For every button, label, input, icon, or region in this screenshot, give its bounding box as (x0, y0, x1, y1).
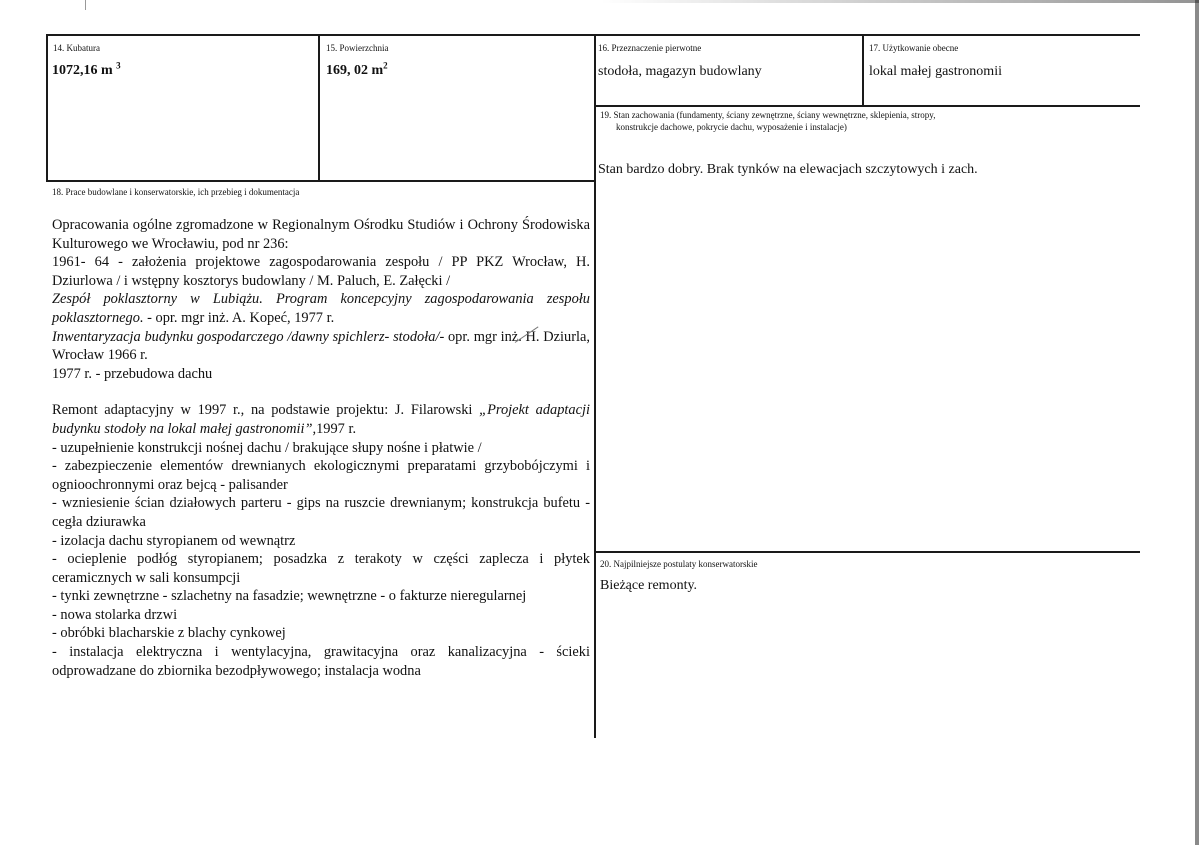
scan-edge-top (600, 0, 1199, 3)
field18-item: - ocieplenie podłóg styropianem; posadzka z terakoty w części zaplecza i płytek ceramicznych w sali konsumpcji (52, 551, 590, 586)
field18-entry-program-author: - opr. mgr inż. A. Kopeć, 1977 r. (143, 309, 335, 326)
col-separator-14-15 (318, 34, 320, 182)
field18-body (52, 216, 590, 680)
field15-number: 169, 02 m (326, 63, 384, 78)
field18-remont-title: „Projekt adaptacji budynku stodoły na lokal małej gastronomii”, (52, 402, 590, 437)
field18-entry-1977: 1977 r. - przebudowa dachu (52, 365, 213, 382)
field18-item: - izolacja dachu styropianem od wewnątrz (52, 532, 296, 549)
field18-intro: Opracowania ogólne zgromadzone w Regionalnym Ośrodku Studiów i Ochrony Środowiska Kulturowego we Wrocławiu, pod nr 236: (52, 217, 590, 252)
field18-caption: 18. Prace budowlane i konserwatorskie, ich przebieg i dokumentacja (52, 187, 300, 197)
field14-value (52, 60, 121, 79)
field18-entry-program (52, 290, 590, 327)
field18-item: - tynki zewnętrzne - szlachetny na fasadzie; wewnętrzne - o fakturze nieregularnej (52, 588, 527, 605)
field18-entry-inventory (52, 328, 590, 365)
field18-item: - zabezpieczenie elementów drewnianych ekologicznymi preparatami grzybobójczymi i ognioochronnymi oraz bejcą - palisander (52, 458, 590, 493)
field19-caption-line1: 19. Stan zachowania (fundamenty, ściany zewnętrzne, ściany wewnętrzne, sklepienia, stropy, (600, 110, 936, 120)
col-separator-16-17 (862, 34, 864, 106)
field18-entry-inventory-author: opr. mgr inż. H. Dziurla, Wrocław 1966 r. (52, 328, 591, 364)
field18-item: - nowa stolarka drzwi (52, 606, 178, 623)
field18-remont-year: 1997 r. (316, 420, 357, 437)
field20-top-line (594, 551, 1140, 553)
scan-mark (85, 0, 86, 10)
top-border-line (46, 34, 1140, 36)
field17-value: lokal małej gastronomii (869, 64, 1002, 79)
field15-caption: 15. Powierzchnia (326, 43, 389, 53)
field18-entry-program-title: Zespół poklasztorny w Lubiążu. Program koncepcyjny zagospodarowania zespołu poklasztornego. (52, 291, 590, 326)
row1-separator-right (594, 105, 1140, 107)
field18-entry-inventory-title: Inwentaryzacja budynku gospodarczego /dawny spichlerz- stodoła/- (52, 328, 445, 345)
field17-caption: 17. Użytkowanie obecne (869, 43, 959, 53)
field18-item: - obróbki blacharskie z blachy cynkowej (52, 625, 286, 642)
field20-value: Bieżące remonty. (600, 578, 698, 593)
left-border-line (46, 34, 48, 182)
field14-caption: 14. Kubatura (53, 43, 100, 53)
row2-separator-left (46, 180, 595, 182)
scan-edge (1195, 0, 1199, 845)
field15-unit-exponent: 2 (383, 60, 388, 71)
field18-item: - wzniesienie ścian działowych parteru - gips na ruszcie drewnianym; konstrukcja bufetu - cegła dziurawka (52, 495, 590, 530)
field18-remont (52, 401, 590, 438)
field16-caption: 16. Przeznaczenie pierwotne (598, 43, 702, 53)
field18-spacer (52, 383, 590, 401)
field14-number: 1072,16 m (52, 63, 113, 78)
field18-remont-lead: Remont adaptacyjny w 1997 r., na podstawie projektu: J. Filarowski (52, 402, 480, 419)
field14-unit-exponent: 3 (116, 60, 121, 71)
field15-value (326, 60, 388, 79)
field20-caption: 20. Najpilniejsze postulaty konserwatorskie (600, 559, 758, 569)
field19-value: Stan bardzo dobry. Brak tynków na elewacjach szczytowych i zach. (598, 162, 978, 177)
field19-caption-line2: konstrukcje dachowe, pokrycie dachu, wyposażenie i instalacje) (616, 122, 847, 132)
field18-item: - instalacja elektryczna i wentylacyjna, grawitacyjna oraz kanalizacyjna - ścieki odprowadzane do zbiornika bezodpływowego; instalacja wodna (52, 644, 590, 679)
field16-value: stodoła, magazyn budowlany (598, 64, 762, 79)
center-separator-line (594, 34, 596, 738)
field18-item: - uzupełnienie konstrukcji nośnej dachu / brakujące słupy nośne i płatwie / (52, 439, 482, 456)
field18-entry-1961: 1961- 64 - założenia projektowe zagospodarowania zespołu / PP PKZ Wrocław, H. Dziurlowa / i wstępny kosztorys budowlany / M. Paluch, E. Załęcki / (52, 254, 590, 289)
